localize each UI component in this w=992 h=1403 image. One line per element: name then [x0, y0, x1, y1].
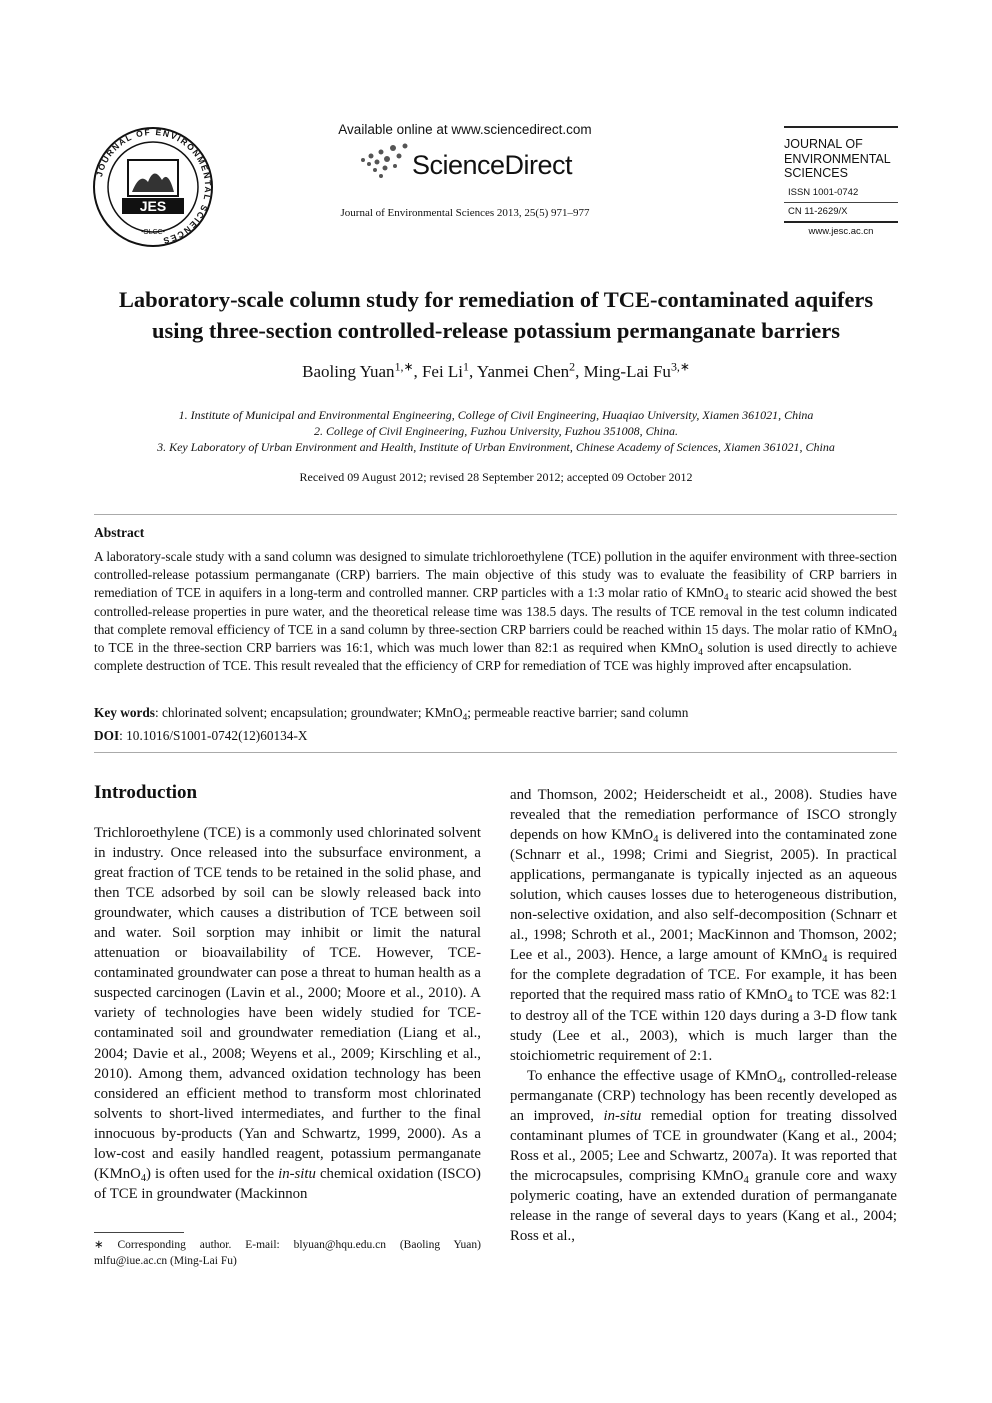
corresponding-author-footnote: ∗ Corresponding author. E-mail: blyuan@hqu.edu.cn (Baoling Yuan) mlfu@iue.ac.cn (Ming-Lai Fu) — [94, 1239, 481, 1267]
title-line-2: using three-section controlled-release potassium permanganate barriers — [151, 318, 841, 343]
introduction-heading: Introduction — [94, 782, 198, 803]
journal-box — [784, 126, 898, 237]
author-name: Ming-Lai Fu — [583, 362, 671, 381]
author-affil: 1,∗ — [394, 359, 414, 374]
svg-text:JOURNAL OF ENVIRONMENTAL SCIEN: JOURNAL OF ENVIRONMENTAL SCIENCES — [94, 126, 214, 247]
body-column-left — [94, 823, 481, 1204]
jes-seal-logo — [92, 126, 214, 248]
journal-name-line1: JOURNAL OF — [784, 137, 863, 151]
divider — [94, 514, 897, 515]
body-column-right — [510, 785, 897, 1246]
affiliation: 3. Key Laboratory of Urban Environment and Health, Institute of Urban Environment, Chinese Academy of Sciences, Xiamen 361021, China — [157, 440, 835, 454]
author-name: Yanmei Chen — [476, 362, 570, 381]
affiliation: 1. Institute of Municipal and Environmental Engineering, College of Civil Engineering, Huaqiao University, Xiamen 361021, China — [178, 408, 814, 422]
paragraph: To enhance the effective usage of KMnO$_4$, controlled-release permanganate (CRP) technology has been recently developed as an improved, in-situ remedial option for treating dissolved contaminant plumes of TCE in groundwater (Kang et al., 2004; Ross et al., 2005; Lee and Schwartz, 2007a). It was reported that the microcapsules, comprising KMnO$_4$ granule core and waxy polymeric coating, have an extended duration of permanganate release in the range of several days to years (Kang et al., 2004; Ross et al., — [510, 1067, 897, 1245]
svg-text:-OLCC-: -OLCC- — [140, 229, 166, 236]
paragraph: and Thomson, 2002; Heiderscheidt et al., 2008). Studies have revealed that the remediation performance of ISCO strongly depends on how KMnO$_4$ is delivered into the contaminated zone (Schnarr et al., 1998; Crimi and Siegrist, 2005). In practical applications, permanganate is typically injected as an aqueous solution, which causes losses due to heterogeneous distribution, non-selective oxidation, and also self-decomposition (Schnarr et al., 1998; Schroth et al., 2001; MacKinnon and Thomson, 2002; Lee et al., 2003). Hence, a large amount of KMnO$_4$ is required for the complete degradation of TCE. For example, it has been reported that the required mass ratio of KMnO$_4$ to TCE was 82:1 to destroy all of the TCE within 120 days during a 3-D flow tank study (Lee et al., 2003), which is much larger than the stoichiometric requirement of 2:1. — [510, 787, 898, 1064]
article-title — [60, 284, 932, 346]
journal-citation: Journal of Environmental Sciences 2013, 25(5) 971–977 — [340, 207, 590, 219]
footnote-rule — [94, 1232, 184, 1233]
issn: ISSN 1001-0742 — [788, 186, 859, 198]
abstract-text: A laboratory-scale study with a sand column was designed to simulate trichloroethylene (TCE) pollution in the aquifer environment with three-section controlled-release potassium permanganate (CRP) barriers. The main objective of this study was to evaluate the feasibility of CRP barriers in remediation of TCE in aquifers in a long-term and controlled manner. CRP particles with a 1:3 molar ratio of KMnO$_4$ to stearic acid showed the best controlled-release properties in pure water, and the theoretical release time was 138.5 days. The results of TCE removal in the test column indicated that complete removal efficiency of TCE in a sand column by three-section CRP barriers could be reached within 15 days. The molar ratio of KMnO$_4$ to TCE in the three-section CRP barriers was 16:1, which was much lower than 82:1 as required when KMnO$_4$ solution is used directly to achieve complete destruction of TCE. This result revealed that the efficiency of CRP for remediation of TCE was highly improved after encapsulation. — [94, 549, 897, 674]
received-dates: Received 09 August 2012; revised 28 September 2012; accepted 09 October 2012 — [299, 470, 693, 484]
abstract-heading: Abstract — [94, 525, 145, 540]
svg-text:JES: JES — [139, 198, 167, 214]
affiliations — [60, 407, 932, 455]
author-affil: 1 — [463, 359, 469, 374]
sciencedirect-brand: ScienceDirect — [412, 150, 573, 180]
author-affil: 2 — [569, 359, 576, 374]
author-affil: 3,∗ — [670, 359, 690, 374]
paragraph: Trichloroethylene (TCE) is a commonly used chlorinated solvent in industry. Once released into the subsurface environment, a great fraction of TCE tends to be retained in the solid phase, and then TCE adsorbed by soil can be slowly released back into groundwater, which causes a distribution of TCE between soil and water. Soil sorption may inhibit or limit the natural attenuation or bioavailability of TCE. However, TCE-contaminated groundwater can pose a threat to human health as a suspected carcinogen (Lavin et al., 2000; Moore et al., 2010). A variety of technologies have been widely studied for TCE-contaminated soil and groundwater remediation (Liang et al., 2004; Davie et al., 2008; Weyens et al., 2009; Kirschling et al., 2010). Among them, advanced oxidation technology has been considered an efficient method to transform most chlorinated solvents to short-lived intermediates, and further to the final innocuous by-products (Yan and Schwartz, 1999, 2000). As a low-cost and easily handled reagent, potassium permanganate (KMnO$_4$) is often used for the in-situ chemical oxidation (ISCO) of TCE in groundwater (Mackinnon — [94, 825, 481, 1202]
divider — [94, 752, 897, 753]
title-line-1: Laboratory-scale column study for remediation of TCE-contaminated aquifers — [118, 287, 874, 312]
journal-name-line3: SCIENCES — [784, 166, 848, 180]
available-online-text: Available online at www.sciencedirect.com — [338, 122, 592, 137]
author-name: Fei Li — [421, 362, 464, 381]
author-name: Baoling Yuan — [302, 362, 395, 381]
doi: DOI: 10.1016/S1001-0742(12)60134-X — [94, 728, 308, 743]
journal-website: www.jesc.ac.cn — [808, 225, 874, 237]
author-list: Baoling Yuan$^{1,∗}$, Fei Li$^1$, Yanmei Chen$^2$, Ming-Lai $Fu^{3,∗}$ — [302, 359, 690, 381]
journal-name-line2: ENVIRONMENTAL — [784, 151, 891, 166]
affiliation: 2. College of Civil Engineering, Fuzhou University, Fuzhou 351008, China. — [314, 424, 678, 438]
cn-number: CN 11-2629/X — [788, 205, 848, 217]
keywords: Key words: chlorinated solvent; encapsulation; groundwater; KMnO$_4$; permeable reactive barrier; sand column — [94, 705, 689, 723]
